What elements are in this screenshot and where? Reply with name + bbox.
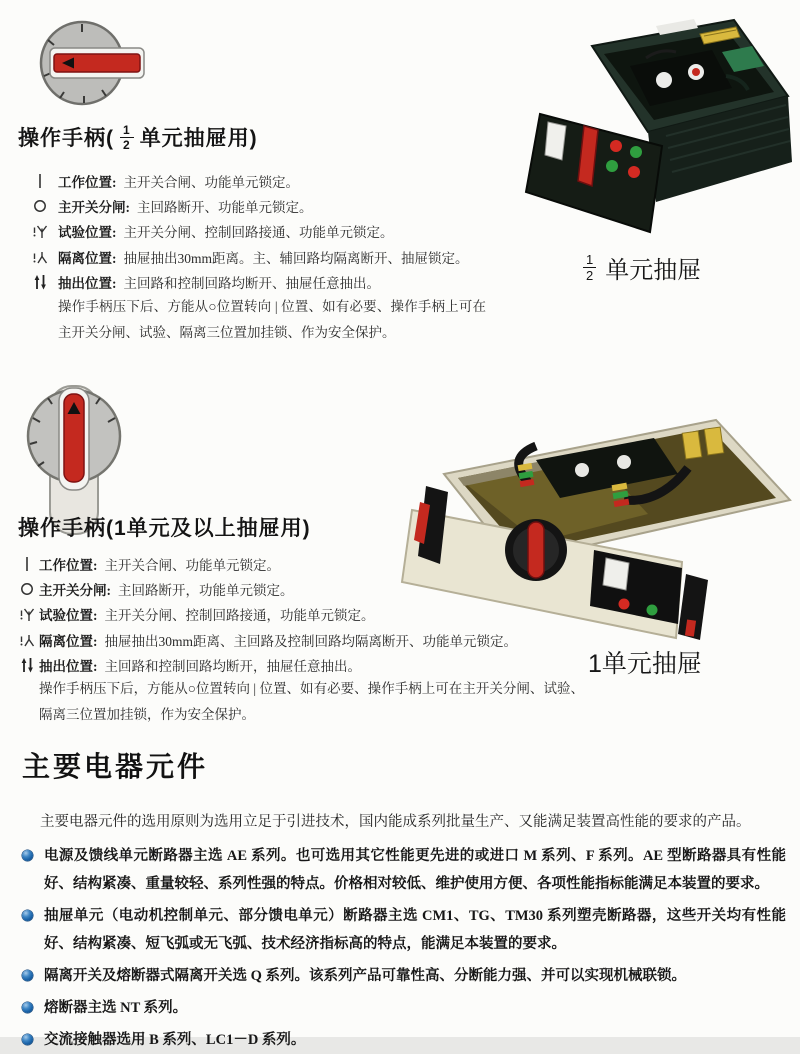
position-label: 抽出位置: — [39, 659, 98, 675]
bullet-dot-icon — [22, 970, 33, 981]
position-desc: 主开关分闸、控制回路接通，功能单元锁定。 — [104, 608, 375, 624]
half-unit-position-list — [32, 168, 497, 295]
isolate-position-icon — [32, 248, 58, 266]
components-section — [22, 745, 795, 1054]
component-bullet — [22, 1026, 795, 1054]
components-bullet-list — [22, 842, 795, 1054]
position-desc: 主回路和控制回路均断开、抽屉任意抽出。 — [123, 276, 380, 292]
position-desc: 抽屉抽出30mm距离。主、辅回路均隔离断开、抽屉锁定。 — [123, 250, 469, 266]
title-prefix: 操作手柄( — [18, 127, 114, 150]
position-row-off — [32, 193, 497, 218]
main-switch-off-icon — [19, 580, 39, 598]
position-label: 试验位置: — [39, 608, 98, 624]
components-section-title: 主要电器元件 — [22, 751, 209, 782]
position-label: 试验位置: — [58, 225, 117, 241]
title-text: 操作手柄(1单元及以上抽屉用) — [18, 517, 311, 540]
position-row-work — [32, 168, 497, 193]
caption-text: 1单元抽屉 — [588, 650, 702, 678]
withdraw-position-icon — [19, 656, 39, 674]
bullet-dot-icon — [22, 850, 33, 861]
one-unit-photo-caption — [588, 644, 702, 680]
position-label: 抽出位置: — [58, 276, 117, 292]
position-row-withdraw — [32, 270, 497, 295]
one-unit-section-title — [18, 512, 311, 542]
isolate-position-icon — [19, 631, 39, 649]
position-label: 隔离位置: — [39, 633, 98, 649]
bullet-dot-icon — [22, 1034, 33, 1045]
position-row-withdraw — [19, 653, 619, 678]
position-label: 隔离位置: — [58, 250, 117, 266]
caption-fraction: $\frac{1}{2}$ — [583, 253, 596, 282]
position-label: 工作位置: — [39, 557, 98, 573]
one-unit-position-list — [19, 551, 619, 678]
position-row-isolate — [19, 627, 619, 652]
position-row-work — [19, 551, 619, 576]
position-desc: 主开关合闸、功能单元锁定。 — [123, 174, 299, 190]
one-unit-note: 操作手柄压下后，方能从○位置转向 | 位置、如有必要、操作手柄上可在主开关分闸、试验、隔离三位置加挂锁，作为安全保护。 — [39, 681, 584, 722]
position-label: 工作位置: — [58, 174, 117, 190]
component-bullet — [22, 902, 795, 958]
position-row-test — [32, 219, 497, 244]
component-bullet — [22, 842, 795, 898]
position-label: 主开关分闸: — [58, 200, 130, 216]
half-unit-photo-caption — [583, 250, 701, 285]
position-desc: 主开关合闸、功能单元锁定。 — [104, 557, 280, 573]
component-bullet — [22, 994, 795, 1022]
bullet-text: 隔离开关及熔断器式隔离开关选 Q 系列。该系列产品可靠性高、分断能力强、并可以实现机械联锁。 — [44, 968, 687, 984]
title-suffix: 单元抽屉用) — [139, 127, 258, 150]
position-row-test — [19, 602, 619, 627]
position-desc: 抽屉抽出30mm距离、主回路及控制回路均隔离断开、功能单元锁定。 — [104, 633, 518, 649]
position-desc: 主开关分闸、控制回路接通、功能单元锁定。 — [123, 225, 394, 241]
position-desc: 主回路断开，功能单元锁定。 — [118, 583, 294, 599]
position-row-isolate — [32, 244, 497, 269]
bullet-dot-icon — [22, 1002, 33, 1013]
half-unit-handle-dial-icon — [26, 16, 144, 121]
half-unit-section-title — [18, 122, 258, 152]
bullet-text: 电源及馈线单元断路器主选 AE 系列。也可选用其它性能更先进的或进口 M 系列、F 系列。AE 型断路器具有性能好、结构紧凑、重量较轻、系列性强的特点。价格相对较低、维护使用方便、各项性能指标能满足本装置的要求。 — [44, 848, 786, 892]
half-unit-drawer-photo — [496, 6, 796, 251]
bullet-text: 熔断器主选 NT 系列。 — [44, 1000, 188, 1016]
component-bullet — [22, 962, 795, 990]
test-position-icon — [32, 222, 58, 240]
position-desc: 主回路断开、功能单元锁定。 — [137, 200, 313, 216]
position-label: 主开关分闸: — [39, 583, 111, 599]
components-intro: 主要电器元件的选用原则为选用立足于引进技术，国内能成系列批量生产、又能满足装置高性能的要求的产品。 — [40, 814, 751, 830]
bullet-text: 抽屉单元（电动机控制单元、部分馈电单元）断路器主选 CM1、TG、TM30 系列塑壳断路器，这些开关均有性能好、结构紧凑、短飞弧或无飞弧、技术经济指标高的特点，能满足本装置的要求。 — [44, 908, 786, 952]
test-position-icon — [19, 605, 39, 623]
withdraw-position-icon — [32, 273, 58, 291]
main-switch-off-icon — [32, 197, 58, 215]
position-desc: 主回路和控制回路均断开，抽屉任意抽出。 — [104, 659, 361, 675]
position-row-off — [19, 576, 619, 601]
bullet-dot-icon — [22, 910, 33, 921]
half-unit-note: 操作手柄压下后、方能从○位置转向 | 位置、如有必要、操作手柄上可在主开关分闸、试验、隔离三位置加挂锁、作为安全保护。 — [58, 299, 486, 340]
work-position-icon — [19, 555, 39, 573]
half-fraction: $\frac{1}{2}$ — [120, 124, 134, 151]
caption-text: 单元抽屉 — [605, 257, 702, 284]
work-position-icon — [32, 172, 58, 190]
bullet-text: 交流接触器选用 B 系列、LC1－D 系列。 — [44, 1032, 306, 1048]
